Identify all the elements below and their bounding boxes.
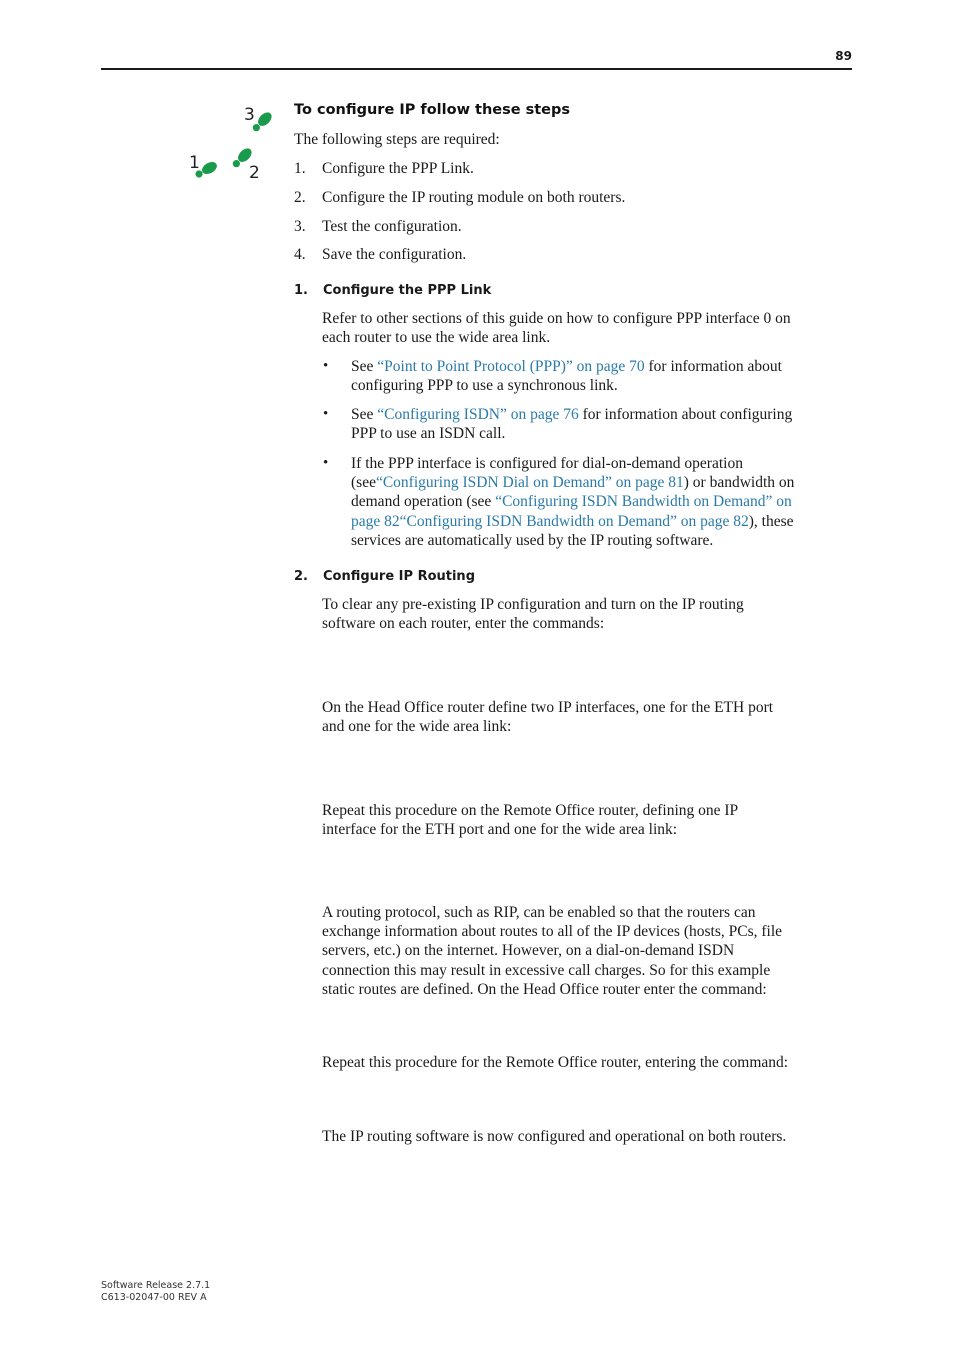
isdn-bod-link[interactable]: “Configuring ISDN Bandwidth on Demand” on	[495, 493, 792, 511]
list-item-text: Configure the PPP Link.	[322, 160, 474, 177]
list-item-number: 1.	[294, 160, 306, 177]
list-item-text: Save the configuration.	[322, 246, 467, 263]
list-item-number: 4.	[294, 246, 306, 263]
bullet-item	[351, 454, 794, 550]
step-digit-3: 3	[244, 105, 255, 125]
bullet-item	[351, 405, 792, 443]
text: (see	[351, 474, 376, 492]
step1-paragraph	[322, 309, 791, 347]
isdn-bod-link-cont[interactable]: page 82“Configuring ISDN Bandwidth on Demand” on page 82	[351, 512, 749, 530]
text-line: To clear any pre-existing IP configuration and turn on the IP routing	[322, 596, 744, 613]
text: for information about	[644, 358, 782, 375]
text-line: Repeat this procedure on the Remote Office router, defining one IP	[322, 802, 739, 819]
text: See	[351, 406, 378, 423]
step-digit-2: 2	[249, 163, 260, 183]
text-line: Refer to other sections of this guide on how to configure PPP interface 0 on	[322, 310, 791, 327]
bullet-item	[351, 357, 782, 395]
section-intro: The following steps are required:	[294, 131, 500, 148]
text: for information about configuring	[578, 406, 793, 423]
text-line: PPP to use an ISDN call.	[351, 425, 506, 443]
step2-paragraph-4	[322, 903, 782, 999]
step2-paragraph-5: Repeat this procedure for the Remote Office router, entering the command:	[322, 1054, 789, 1071]
section-title: To configure IP follow these steps	[294, 102, 571, 118]
step1-title: Configure the PPP Link	[323, 283, 492, 298]
list-item-text: Configure the IP routing module on both routers.	[322, 189, 626, 206]
step2-number: 2.	[294, 569, 308, 584]
ppp-link[interactable]: “Point to Point Protocol (PPP)” on page 70	[377, 358, 645, 375]
bullet-icon: •	[323, 406, 329, 422]
text-line: services are automatically used by the IP routing software.	[351, 531, 714, 549]
footer-doc-id: C613-02047-00 REV A	[101, 1291, 207, 1303]
text-line: configuring PPP to use a synchronous link.	[351, 377, 618, 395]
header-rule	[101, 68, 852, 70]
text: demand operation (see	[351, 493, 496, 511]
footer-release: Software Release 2.7.1	[101, 1280, 211, 1291]
text: See	[351, 358, 378, 375]
text-line: interface for the ETH port and one for the wide area link:	[322, 821, 678, 839]
text-line: static routes are defined. On the Head Office router enter the command:	[322, 980, 767, 998]
step2-paragraph-2	[322, 698, 773, 736]
text-line: software on each router, enter the commands:	[322, 615, 605, 633]
bullet-icon: •	[323, 358, 329, 374]
step2-paragraph-3	[322, 801, 738, 839]
step-digit-1: 1	[189, 153, 200, 173]
list-item-number: 3.	[294, 218, 306, 235]
list-item-number: 2.	[294, 189, 306, 206]
footprints-icon	[186, 102, 278, 188]
bullet-icon: •	[323, 455, 329, 471]
text-line: and one for the wide area link:	[322, 718, 512, 736]
page-number: 89	[835, 49, 852, 63]
steps-icon	[186, 102, 278, 188]
text-line: connection this may result in excessive call charges. So for this example	[322, 961, 771, 979]
isdn-dod-link[interactable]: “Configuring ISDN Dial on Demand” on page 81	[375, 474, 684, 492]
text: ) or bandwidth on	[683, 474, 795, 492]
text-line: servers, etc.) on the internet. However, on a dial-on-demand ISDN	[322, 942, 735, 960]
text-line: each router to use the wide area link.	[322, 329, 551, 347]
text: ), these	[748, 512, 794, 530]
step1-number: 1.	[294, 283, 308, 298]
footer	[101, 1280, 210, 1303]
isdn-link[interactable]: “Configuring ISDN” on page 76	[377, 406, 579, 423]
step2-title: Configure IP Routing	[323, 569, 475, 584]
step2-paragraph-1	[322, 595, 744, 633]
text-line: On the Head Office router define two IP interfaces, one for the ETH port	[322, 699, 774, 716]
list-item-text: Test the configuration.	[322, 218, 462, 235]
text-line: exchange information about routes to all of the IP devices (hosts, PCs, file	[322, 923, 783, 941]
text-line: If the PPP interface is configured for dial-on-demand operation	[351, 455, 743, 472]
step2-paragraph-6: The IP routing software is now configured and operational on both routers.	[322, 1128, 787, 1145]
text-line: A routing protocol, such as RIP, can be enabled so that the routers can	[322, 904, 756, 921]
